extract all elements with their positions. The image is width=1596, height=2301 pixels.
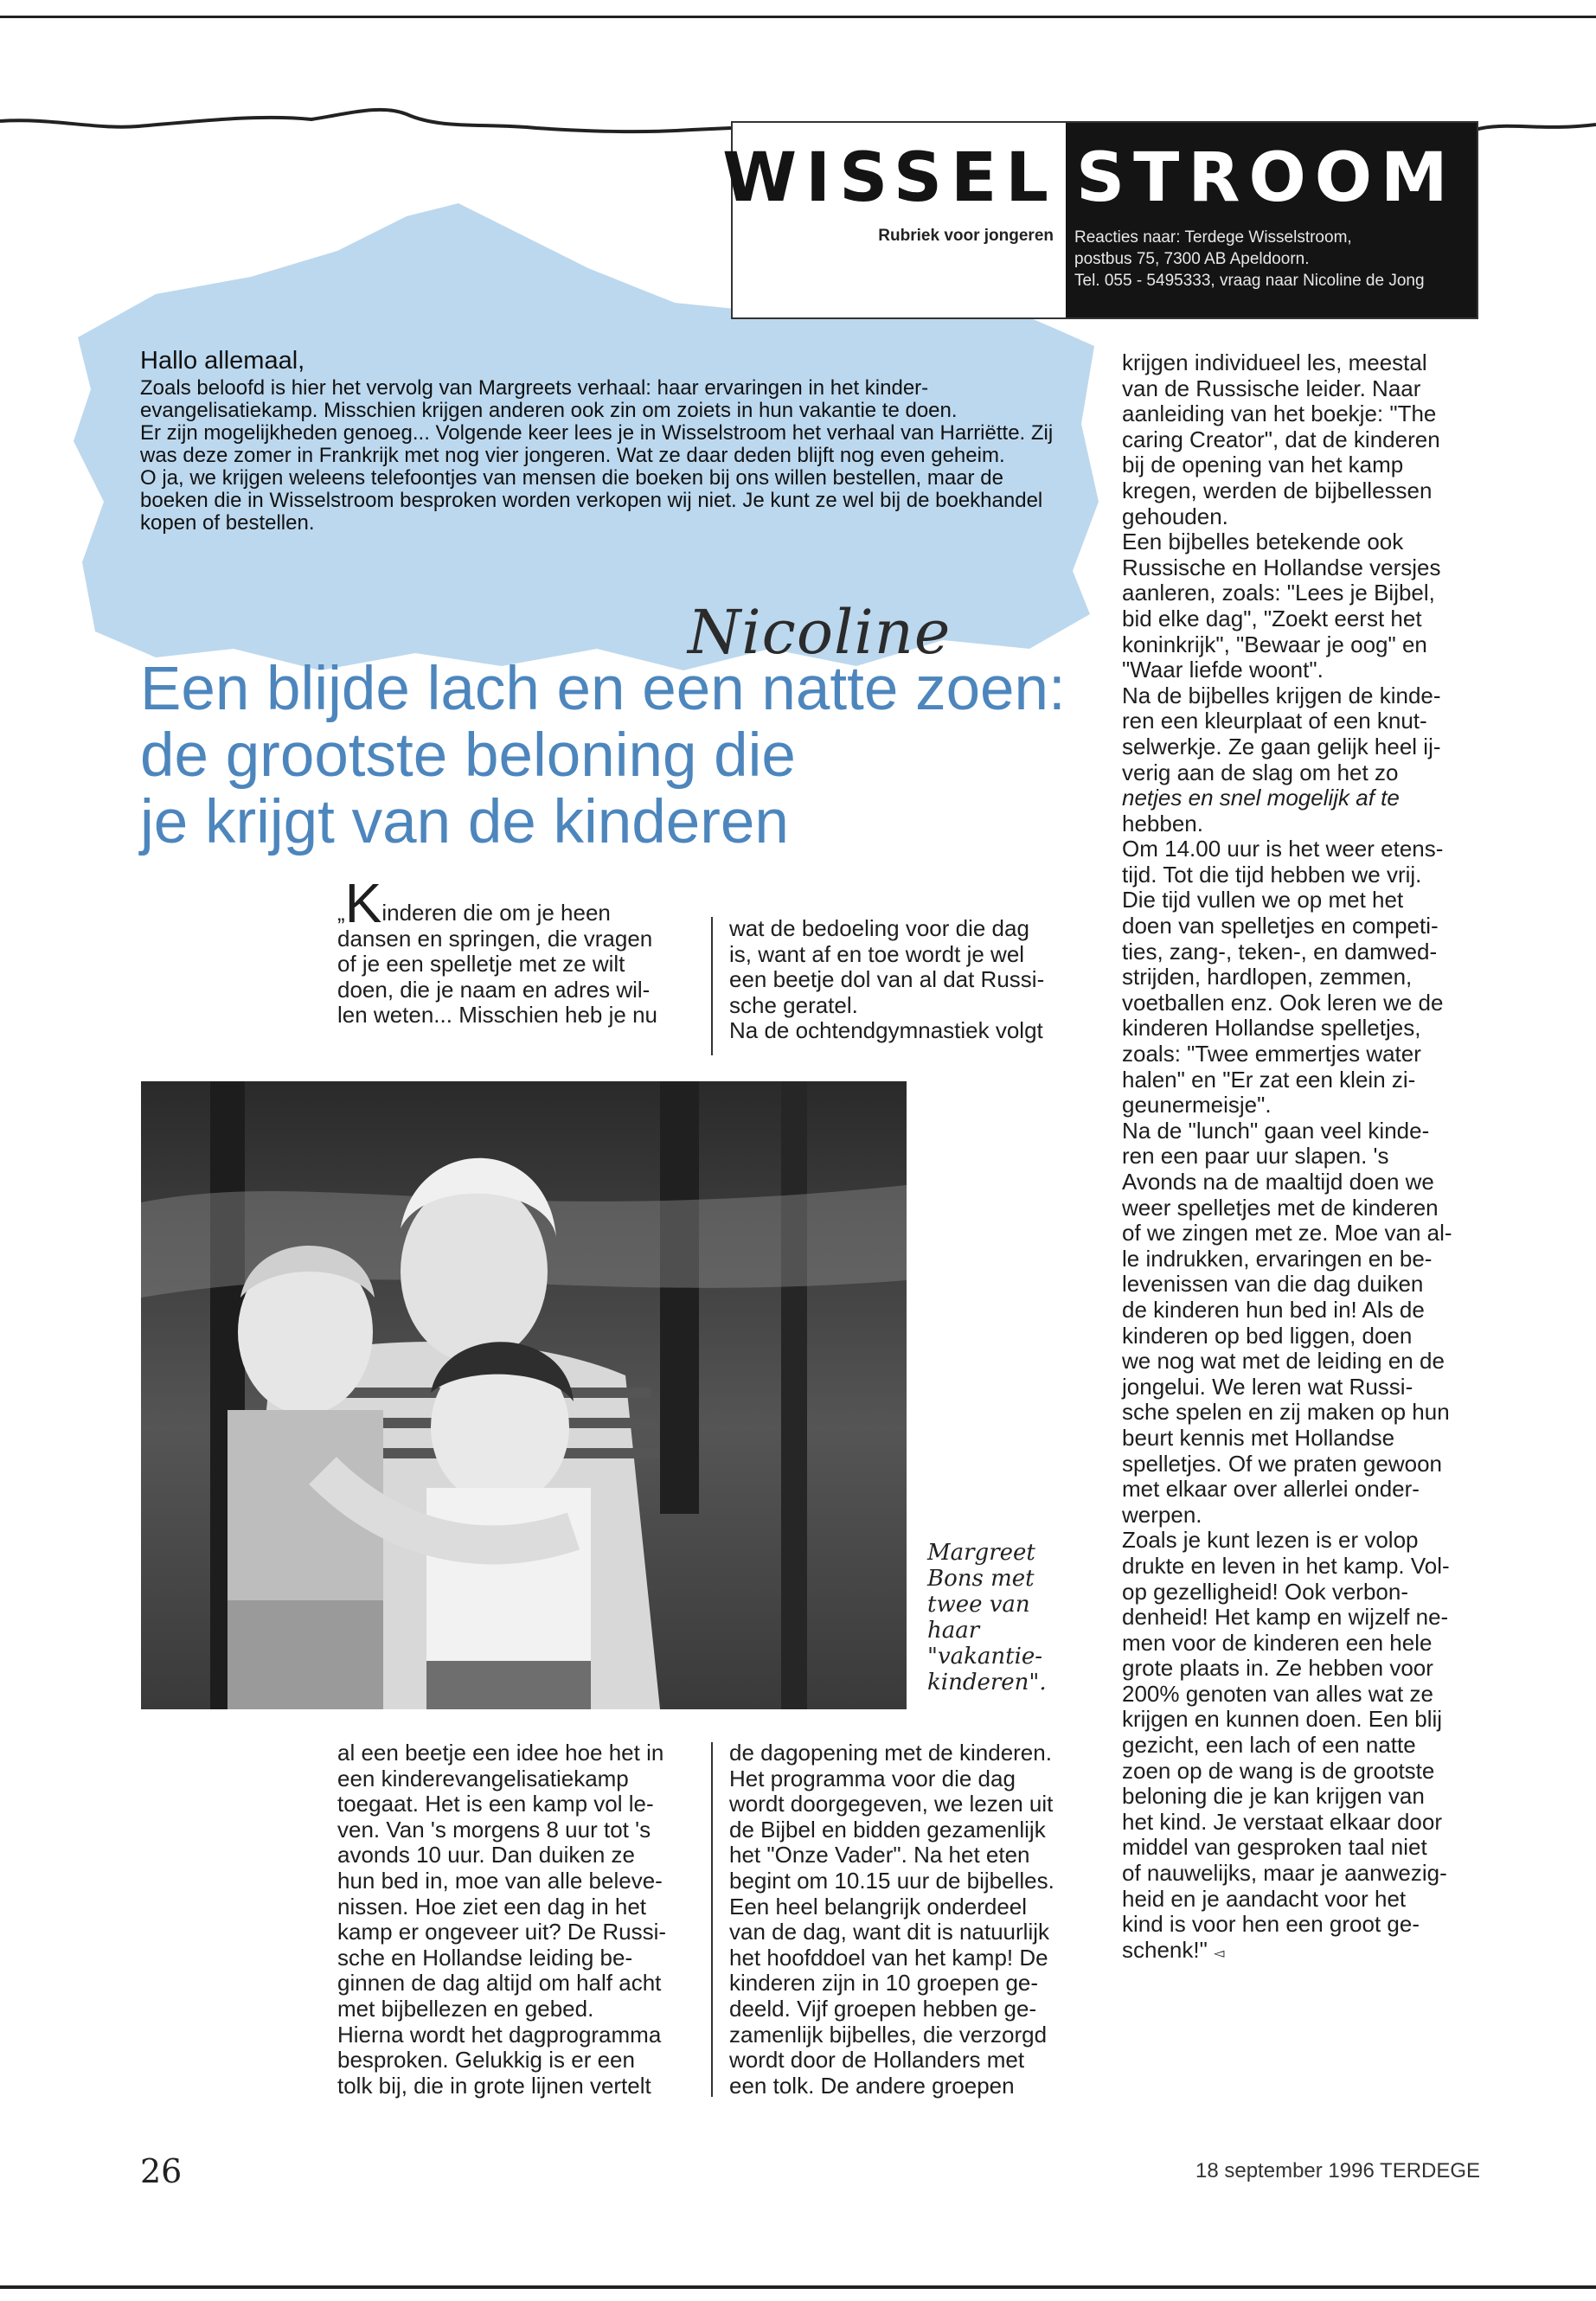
article-line: le indrukken, ervaringen en be-: [1122, 1245, 1433, 1272]
article-line: [1122, 1938, 1503, 1967]
intro-paragraph: Zoals beloofd is hier het vervolg van Margreets verhaal: haar ervaringen in het kinder-evangelisatiekamp. Misschien krijgen anderen ook zin om zoiets in hun vakantie te doen.: [140, 376, 958, 422]
article-line-text: schenk!": [1122, 1936, 1208, 1963]
article-col2-bottom: [729, 1740, 1093, 2099]
intro-text: [140, 344, 1070, 535]
article-line: Na de ochtendgymnastiek volgt: [729, 1017, 1043, 1044]
caption-line: Bons met: [927, 1566, 1035, 1592]
caption-line: kinderen".: [927, 1670, 1047, 1695]
page-number: 26: [140, 2152, 183, 2190]
article-line: Om 14.00 uur is het weer etens-: [1122, 836, 1444, 862]
masthead-right: [1066, 123, 1477, 317]
article-line: het kind. Je verstaat elkaar door: [1122, 1808, 1442, 1835]
article-line: heid en je aandacht voor het: [1122, 1885, 1407, 1912]
article-line: aanleren, zoals: "Lees je Bijbel,: [1122, 580, 1435, 606]
article-line: krijgen en kunnen doen. Een blij: [1122, 1706, 1443, 1733]
photo-children: [141, 1081, 907, 1709]
article-line: [337, 872, 692, 934]
article-line: de kinderen hun bed in! Als de: [1122, 1296, 1425, 1323]
masthead-title-wissel: WISSEL: [722, 139, 1057, 217]
article-line: "Waar liefde woont".: [1122, 657, 1324, 683]
article-line: kamp er ongeveer uit? De Russi-: [337, 1919, 667, 1945]
article-line: beurt kennis met Hollandse: [1122, 1424, 1395, 1451]
article-line: zoals: "Twee emmertjes water: [1122, 1041, 1421, 1067]
signature: Nicoline: [688, 597, 952, 668]
article-line: wat de bedoeling voor die dag: [729, 915, 1029, 941]
article-line: gehouden.: [1122, 503, 1228, 529]
article-line: Russische en Hollandse versjes: [1122, 554, 1441, 580]
article-line: tijd. Tot die tijd hebben we vrij.: [1122, 861, 1422, 888]
contact-line: postbus 75, 7300 AB Apeldoorn.: [1074, 250, 1310, 268]
article-line: kregen, werden de bijbellessen: [1122, 477, 1433, 503]
article-line: het hoofddoel van het kamp! De: [729, 1944, 1048, 1971]
article-line: kind is voor hen een groot ge-: [1122, 1911, 1420, 1938]
article-line: men voor de kinderen een hele: [1122, 1629, 1433, 1656]
article-line: bij de opening van het kamp: [1122, 452, 1404, 478]
article-line: avonds 10 uur. Dan duiken ze: [337, 1842, 636, 1868]
article-line: voetballen enz. Ook leren we de: [1122, 989, 1444, 1016]
article-line: toegaat. Het is een kamp vol le-: [337, 1791, 654, 1817]
masthead-subtitle: Rubriek voor jongeren: [878, 227, 1054, 245]
drop-cap: K: [344, 872, 382, 934]
article-line: de Bijbel en bidden gezamenlijk: [729, 1816, 1046, 1843]
article-line: tolk bij, die in grote lijnen vertelt: [337, 2072, 651, 2099]
article-line: kinderen zijn in 10 groepen ge-: [729, 1970, 1039, 1997]
article-line: sche en Hollandse leiding be-: [337, 1944, 633, 1971]
masthead-title-stroom: STROOM: [1076, 139, 1457, 217]
article-col1-bottom: [337, 1740, 692, 2099]
article-line: bid elke dag", "Zoekt eerst het: [1122, 605, 1422, 631]
caption-line: Margreet: [927, 1540, 1035, 1566]
article-line: Avonds na de maaltijd doen we: [1122, 1169, 1434, 1195]
article-line: zamenlijk bijbelles, die verzorgd: [729, 2021, 1048, 2048]
article-line: hun bed in, moe van alle beleve-: [337, 1867, 663, 1894]
article-line: caring Creator", dat de kinderen: [1122, 426, 1440, 452]
article-line: kinderen Hollandse spelletjes,: [1122, 1015, 1421, 1042]
article-line: besproken. Gelukkig is er een: [337, 2047, 635, 2073]
article-line: koninkrijk", "Bewaar je oog" en: [1122, 631, 1427, 657]
article-line: sche spelen en zij maken op hun: [1122, 1399, 1450, 1426]
masthead-left: [722, 123, 1066, 317]
article-line: een tolk. De andere groepen: [729, 2072, 1015, 2099]
article-headline: [140, 656, 1135, 856]
article-line: het "Onze Vader". Na het eten: [729, 1842, 1030, 1868]
article-line: Na de bijbelles krijgen de kinde-: [1122, 682, 1441, 708]
issue-footer: 18 september 1996 TERDEGE: [1195, 2159, 1481, 2182]
article-line: van de Russische leider. Naar: [1122, 375, 1421, 401]
article-line: Hierna wordt het dagprogramma: [337, 2021, 662, 2048]
article-line: middel van gesproken taal niet: [1122, 1834, 1427, 1861]
end-mark-icon: ◅: [1214, 1945, 1225, 1961]
intro-paragraph: Er zijn mogelijkheden genoeg... Volgende keer lees je in Wisselstroom het verhaal van Harriëtte. Zij was deze zomer in Frankrijk met nog vier jongeren. Wat ze daar deden blijft nog even geheim.: [140, 421, 1054, 467]
article-line: krijgen individueel les, meestal: [1122, 349, 1427, 375]
article-line: met elkaar over allerlei onder-: [1122, 1476, 1420, 1503]
article-line: wordt door de Hollanders met: [729, 2047, 1025, 2073]
caption-line: twee van: [927, 1592, 1030, 1618]
article-line: of je een spelletje met ze wilt: [337, 951, 625, 977]
article-line: deeld. Vijf groepen hebben ge-: [729, 1995, 1037, 2022]
article-line: nissen. Hoe ziet een dag in het: [337, 1893, 647, 1920]
article-line: sche geratel.: [729, 991, 858, 1018]
headline-line: Een blijde lach en een natte zoen:: [140, 655, 1066, 723]
article-line: 200% genoten van alles wat ze: [1122, 1680, 1433, 1707]
article-line: verig aan de slag om het zo: [1122, 759, 1399, 785]
article-line: ties, zang-, teken-, en damwed-: [1122, 938, 1438, 965]
article-line: ren een kleurplaat of een knut-: [1122, 708, 1427, 734]
article-line-text: inderen die om je heen: [381, 900, 611, 926]
article-line: of we zingen met ze. Moe van al-: [1122, 1220, 1452, 1247]
intro-greeting: Hallo allemaal,: [140, 347, 305, 375]
article-line: beloning die je kan krijgen van: [1122, 1783, 1425, 1810]
article-line: Een bijbelles betekende ook: [1122, 529, 1404, 555]
article-line: doen van spelletjes en competi-: [1122, 913, 1439, 939]
article-line: de dagopening met de kinderen.: [729, 1740, 1052, 1766]
article-line: aanleiding van het boekje: "The: [1122, 401, 1437, 427]
article-line: van de dag, want dit is natuurlijk: [729, 1919, 1049, 1945]
article-line: len weten... Misschien heb je nu: [337, 1002, 657, 1029]
caption-line: haar: [927, 1618, 980, 1644]
article-line: al een beetje een idee hoe het in: [337, 1740, 664, 1766]
article-line: werpen.: [1122, 1501, 1202, 1528]
article-line: kinderen op bed liggen, doen: [1122, 1322, 1413, 1349]
headline-line: je krijgt van de kinderen: [140, 788, 789, 856]
article-line: selwerkje. Ze gaan gelijk heel ij-: [1122, 733, 1441, 760]
article-line: een beetje dol van al dat Russi-: [729, 966, 1045, 993]
caption-line: "vakantie-: [927, 1644, 1043, 1670]
article-line: grote plaats in. Ze hebben voor: [1122, 1655, 1433, 1682]
column-divider: [711, 1742, 713, 2097]
article-line: met bijbellezen en gebed.: [337, 1995, 594, 2022]
article-line: Na de "lunch" gaan veel kinde-: [1122, 1117, 1430, 1144]
contact-line: Reacties naar: Terdege Wisselstroom,: [1074, 228, 1352, 247]
article-line: Zoals je kunt lezen is er volop: [1122, 1527, 1419, 1554]
article-line: zoen op de wang is de grootste: [1122, 1757, 1435, 1784]
article-line: of nauwelijks, maar je aanwezig-: [1122, 1860, 1447, 1887]
masthead-contact: [1074, 227, 1472, 292]
contact-line: Tel. 055 - 5495333, vraag naar Nicoline de Jong: [1074, 272, 1425, 290]
article-line: drukte en leven in het kamp. Vol-: [1122, 1552, 1450, 1579]
article-line: Een heel belangrijk onderdeel: [729, 1893, 1028, 1920]
article-line: wordt doorgegeven, we lezen uit: [729, 1791, 1054, 1817]
article-line: we nog wat met de leiding en de: [1122, 1348, 1445, 1375]
article-line: denheid! Het kamp en wijzelf ne-: [1122, 1604, 1449, 1631]
masthead: [722, 121, 1478, 319]
article-col3: [1122, 350, 1503, 1966]
article-line: op gezelligheid! Ook verbon-: [1122, 1578, 1408, 1605]
column-divider: [711, 917, 713, 1055]
article-line: doen, die je naam en adres wil-: [337, 976, 651, 1003]
top-rule: [0, 16, 1596, 18]
article-line: dansen en springen, die vragen: [337, 925, 653, 952]
article-line: weer spelletjes met de kinderen: [1122, 1194, 1439, 1221]
article-col1-top: [337, 872, 692, 1029]
article-line: strijden, hardlopen, zemmen,: [1122, 964, 1413, 990]
article-line: een kinderevangelisatiekamp: [337, 1765, 629, 1791]
article-line: spelletjes. Of we praten gewoon: [1122, 1450, 1442, 1477]
article-line: geunermeisje".: [1122, 1092, 1272, 1118]
article-line: ren een paar uur slapen. 's: [1122, 1143, 1389, 1170]
photo-caption: [927, 1540, 1100, 1695]
intro-paragraph: O ja, we krijgen weleens telefoontjes van mensen die boeken bij ons willen bestellen, maar de boeken die in Wisselstroom besproken worden verkopen wij niet. Je kunt ze wel bij de boekhandel kopen of bestellen.: [140, 466, 1043, 535]
article-col2-top: [729, 916, 1093, 1044]
article-line: begint om 10.15 uur de bijbelles.: [729, 1867, 1054, 1894]
article-line: jongelui. We leren wat Russi-: [1122, 1373, 1413, 1400]
article-line: halen" en "Er zat een klein zi-: [1122, 1066, 1416, 1093]
headline-line: de grootste beloning die: [140, 721, 796, 790]
article-line: Die tijd vullen we op met het: [1122, 887, 1404, 913]
article-line: netjes en snel mogelijk af te: [1122, 785, 1400, 811]
opening-quote: „: [337, 900, 345, 926]
article-line: hebben.: [1122, 810, 1203, 836]
article-line: is, want af en toe wordt je wel: [729, 940, 1025, 967]
article-line: levenissen van die dag duiken: [1122, 1271, 1424, 1298]
bottom-rule: [0, 2285, 1596, 2289]
article-line: ven. Van 's morgens 8 uur tot 's: [337, 1816, 651, 1843]
article-line: ginnen de dag altijd om half acht: [337, 1970, 662, 1997]
article-line: Het programma voor die dag: [729, 1765, 1016, 1791]
article-line: gezicht, een lach of een natte: [1122, 1732, 1416, 1759]
